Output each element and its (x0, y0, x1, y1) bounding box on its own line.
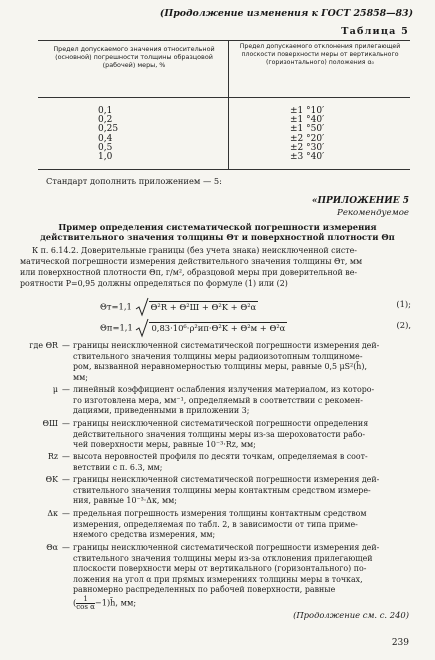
table-cell: ±3 °40′ (290, 152, 325, 163)
definition-text (73, 509, 415, 541)
intro-line: или поверхностной плотности Θп, г/м², образцовой меры при доверительной ве- (20, 268, 358, 277)
definition-theta-k (20, 475, 415, 508)
definition-dash: — (62, 543, 70, 552)
fraction (76, 596, 95, 611)
table-cell: 0,1 (98, 106, 113, 116)
tolerance-table (38, 40, 410, 170)
definition-line: измерения, определяемая по табл. 2, в зависимости от типа приме- (73, 519, 358, 529)
definition-text (73, 452, 415, 473)
appendix-title: «ПРИЛОЖЕНИЕ 5 (311, 196, 409, 206)
continuation-note: (Продолжение см. с. 240) (293, 610, 409, 620)
definition-line: ложения на угол α при прямых измерениях толщины меры в точках, (73, 574, 363, 584)
definition-rz (20, 452, 415, 474)
definition-mu (20, 385, 415, 418)
definition-text (73, 475, 415, 507)
table-col1-values (98, 107, 148, 162)
definition-line: ветствии с п. 6.3, мм; (73, 462, 163, 472)
last-formula: ( $\frac{1}{\text{cos α}}-1)h̄$, мм; (73, 595, 137, 611)
definition-line: высота неровностей профиля по десяти точкам, определяемая в соот- (73, 452, 368, 461)
definition-theta-alpha (20, 543, 415, 598)
definition-dash: — (62, 341, 70, 350)
definition-line: мм; (73, 372, 88, 382)
definition-line: границы неисключенной систематической погрешности измерения дей- (73, 543, 380, 552)
definition-theta-r (20, 341, 415, 385)
formula-2-lhs: Θп=1,1 (100, 322, 133, 333)
fraction-numerator: 1 (76, 596, 95, 604)
formula-1-number: (1); (396, 299, 411, 309)
formula-1-lhs: Θт=1,1 (100, 301, 132, 312)
formula-2-number: (2), (396, 320, 411, 330)
definition-line: предельная погрешность измерения толщины контактным средством (73, 509, 367, 518)
definition-term: ΘШ (42, 419, 58, 428)
last-formula-tail: −1)h̄, мм; (94, 597, 137, 608)
table-col1-header: Предел допускаемого значения относительной (основной) погрешности толщины образцовой (рабочей) меры, % (53, 45, 215, 70)
definition-line: равномерно распределенных по рабочей поверхности, равные (73, 585, 336, 595)
definition-text (73, 385, 415, 417)
table-col2-values (290, 107, 370, 162)
definition-text (73, 419, 415, 451)
definition-term: Δк (47, 509, 58, 518)
definition-dash: — (62, 385, 70, 394)
table-cell: 0,25 (98, 124, 119, 135)
definition-line: ром, вызванной неравномерностью толщины меры, равные 0,5 μS²(h̄), (73, 362, 367, 372)
definition-dash: — (62, 509, 70, 518)
table-title: Таблица 5 (341, 26, 409, 37)
table-col2-header: Предел допускаемого отклонения прилегающей плоскости поверхности меры от вертикального (горизонтального) положения α₀ (239, 43, 401, 66)
definition-term: где ΘR (29, 341, 58, 350)
page-number: 239 (391, 638, 409, 648)
definition-term: ΘK (45, 475, 58, 484)
definition-term: Θα (46, 543, 58, 552)
definition-line: линейный коэффициент ослабления излучения материалом, из которо- (73, 385, 375, 394)
definition-line: границы неисключенной систематической погрешности определения (73, 419, 369, 428)
definition-dash: — (62, 419, 70, 428)
table-cell: 1,0 (98, 152, 113, 163)
table-cell: 0,4 (98, 133, 113, 144)
table-header-rule (38, 97, 410, 98)
table-cell: ±1 °10′ (290, 106, 325, 116)
definition-line: границы неисключенной систематической погрешности измерения дей- (73, 341, 380, 350)
definition-line: ствительного значения толщины меры из-за отклонения прилегающей (73, 553, 373, 563)
formula-1 (100, 297, 258, 317)
definition-line: ния, равные 10⁻³·Δк, мм; (73, 496, 177, 506)
table-cell: ±2 °20′ (290, 133, 325, 144)
definition-line: границы неисключенной систематической погрешности измерения дей- (73, 475, 380, 484)
definition-line: действительного значения толщины меры из-за шероховатости рабо- (73, 429, 366, 439)
example-heading-line1: Пример определения систематической погрешности измерения (58, 222, 377, 232)
definition-line: ствительного значения толщины меры радиоизотопным толщиноме- (73, 351, 363, 361)
supplement-line: Стандарт дополнить приложением — 5: (46, 176, 222, 186)
radical-sign-icon (135, 318, 149, 338)
table-cell: ±1 °50′ (290, 124, 325, 135)
table-cell: 0,5 (98, 142, 113, 153)
formula-1-radicand: Θ²R + Θ²Ш + Θ²K + Θ²α (150, 301, 257, 312)
intro-line: роятности P=0,95 должны определяться по формуле (1) или (2) (20, 279, 288, 288)
formula-2-radicand: 0,83·10⁶·ρ²ип·Θ²K + Θ²м + Θ²α (151, 322, 286, 333)
definition-dash: — (62, 452, 70, 461)
radical-sign-icon (135, 297, 149, 317)
intro-line: матической погрешности измерения действительного значения толщины Θт, мм (20, 257, 363, 266)
definition-line: го изготовлена мера, мм⁻¹, определяемый в соответствии с рекомен- (73, 395, 363, 405)
definition-line: ствительного значения толщины меры контактным средством измере- (73, 485, 371, 495)
definition-term: μ (52, 385, 58, 394)
definition-text (73, 543, 415, 596)
definition-delta-k (20, 509, 415, 542)
running-header: (Продолжение изменения к ГОСТ 25858—83) (159, 8, 413, 19)
table-cell: 0,2 (98, 115, 113, 126)
fraction-denominator: cos α (76, 603, 95, 611)
definition-theta-sh (20, 419, 415, 452)
intro-line: К п. 6.14.2. Доверительные границы (без учета знака) неисключенной систе- (32, 246, 357, 255)
example-heading-line2: действительного значения толщины Θт и поверхностной плотности Θп (40, 232, 395, 242)
definition-dash: — (62, 475, 70, 484)
definition-line: плоскости поверхности меры от вертикального (горизонтального) по- (73, 564, 367, 574)
definition-text (73, 341, 415, 383)
appendix-subtitle: Рекомендуемое (337, 208, 409, 218)
definition-line: няемого средства измерения, мм; (73, 530, 216, 540)
definition-line: чей поверхности меры, равные 10⁻³·Rz, мм; (73, 440, 256, 450)
table-cell: ±1 °40′ (290, 115, 325, 126)
definition-line: дациями, приведенными в приложении 3; (73, 406, 250, 416)
table-vertical-rule (228, 41, 229, 169)
definition-term: Rz (47, 452, 58, 461)
table-cell: ±2 °30′ (290, 142, 325, 153)
formula-2 (100, 318, 287, 338)
